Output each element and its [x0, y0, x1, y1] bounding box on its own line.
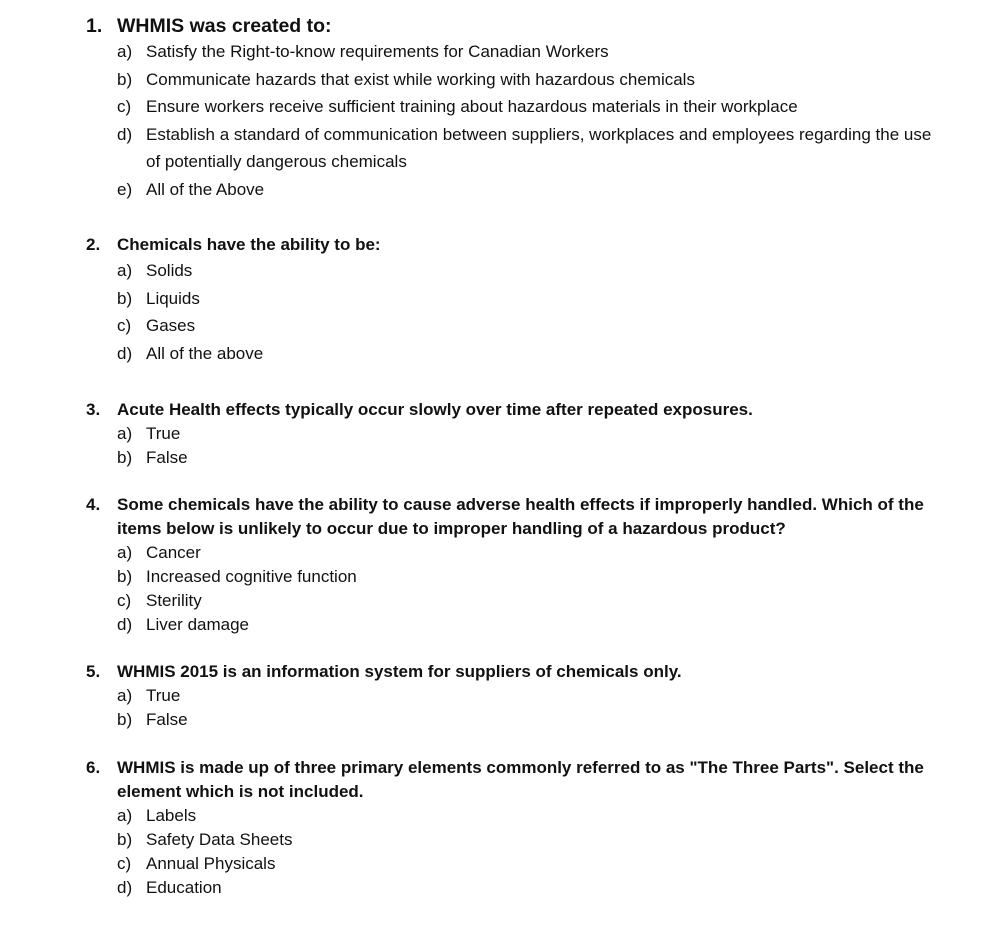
- question-text: WHMIS is made up of three primary elements commonly referred to as "The Three Parts". Select the element which is not included.: [117, 758, 924, 801]
- answer-options: [86, 684, 946, 732]
- answer-option: [86, 708, 946, 732]
- option-letter: b): [117, 448, 133, 467]
- option-letter: d): [117, 615, 133, 634]
- option-text: Communicate hazards that exist while working with hazardous chemicals: [146, 69, 695, 89]
- answer-option: [86, 93, 946, 121]
- option-text: Cancer: [146, 543, 201, 562]
- question-number: 2.: [86, 235, 101, 254]
- option-letter: a): [117, 42, 133, 61]
- option-text: Solids: [146, 261, 193, 280]
- option-letter: d): [117, 343, 133, 363]
- question-5-heading: [86, 660, 946, 684]
- question-6: [86, 756, 946, 900]
- option-letter: b): [117, 288, 133, 308]
- answer-option: [86, 422, 946, 446]
- option-letter: a): [117, 686, 133, 705]
- answer-options: [86, 422, 946, 470]
- answer-option: [86, 66, 946, 94]
- option-letter: a): [117, 806, 133, 825]
- option-letter: c): [117, 97, 132, 116]
- answer-option: [86, 38, 946, 66]
- option-letter: a): [117, 424, 133, 443]
- question-6-heading: [86, 756, 946, 804]
- question-1-heading: [86, 14, 946, 38]
- option-text: False: [146, 448, 188, 467]
- question-number: 4.: [86, 495, 101, 514]
- option-letter: a): [117, 543, 133, 562]
- option-text: Liver damage: [146, 615, 250, 634]
- answer-option: [86, 852, 946, 876]
- question-text: WHMIS 2015 is an information system for suppliers of chemicals only.: [117, 662, 682, 681]
- option-text: Safety Data Sheets: [146, 830, 293, 849]
- option-text: All of the Above: [146, 179, 265, 199]
- option-letter: d): [117, 124, 133, 144]
- question-4: [86, 493, 946, 637]
- option-letter: c): [117, 591, 132, 610]
- answer-option: [86, 312, 946, 340]
- option-letter: c): [117, 316, 132, 335]
- question-text: Acute Health effects typically occur slowly over time after repeated exposures.: [117, 400, 753, 419]
- option-letter: a): [117, 261, 133, 280]
- answer-options: [86, 38, 946, 203]
- option-text: All of the above: [146, 343, 264, 363]
- answer-options: [86, 257, 946, 367]
- option-letter: b): [117, 69, 133, 89]
- option-letter: e): [117, 179, 133, 199]
- option-letter: b): [117, 567, 133, 586]
- option-text: Sterility: [146, 591, 202, 610]
- question-5: [86, 660, 946, 732]
- option-text: Ensure workers receive sufficient training about hazardous materials in their workplace: [146, 97, 798, 116]
- question-number: 1.: [86, 15, 103, 37]
- answer-option: [86, 285, 946, 313]
- option-text: Labels: [146, 806, 197, 825]
- answer-option: [86, 121, 946, 176]
- option-text: Liquids: [146, 288, 200, 308]
- answer-option: [86, 589, 946, 613]
- option-letter: b): [117, 710, 133, 729]
- option-text: Annual Physicals: [146, 854, 276, 873]
- question-3: [86, 398, 946, 470]
- answer-option: [86, 876, 946, 900]
- question-number: 3.: [86, 400, 101, 419]
- answer-option: [86, 804, 946, 828]
- option-text: True: [146, 686, 181, 705]
- answer-option: [86, 565, 946, 589]
- option-text: Education: [146, 878, 222, 897]
- answer-option: [86, 828, 946, 852]
- option-text: Gases: [146, 316, 196, 335]
- answer-option: [86, 446, 946, 470]
- answer-option: [86, 176, 946, 204]
- answer-options: [86, 804, 946, 900]
- answer-option: [86, 684, 946, 708]
- answer-option: [86, 613, 946, 637]
- option-text: False: [146, 710, 188, 729]
- question-text: Chemicals have the ability to be:: [117, 235, 381, 254]
- answer-option: [86, 257, 946, 285]
- question-text: WHMIS was created to:: [117, 15, 332, 37]
- question-number: 6.: [86, 758, 101, 777]
- question-1: [86, 14, 946, 203]
- option-letter: d): [117, 878, 133, 897]
- answer-options: [86, 541, 946, 637]
- option-text: Satisfy the Right-to-know requirements for Canadian Workers: [146, 42, 609, 61]
- question-text: Some chemicals have the ability to cause adverse health effects if improperly handled. Which of the items below is unlikely to occur due to improper handling of a hazardous product?: [117, 495, 924, 538]
- question-4-heading: [86, 493, 946, 541]
- option-letter: b): [117, 830, 133, 849]
- option-letter: c): [117, 854, 132, 873]
- question-2: [86, 233, 946, 367]
- question-number: 5.: [86, 662, 101, 681]
- answer-option: [86, 541, 946, 565]
- option-text: True: [146, 424, 181, 443]
- option-text: Increased cognitive function: [146, 567, 357, 586]
- question-3-heading: [86, 398, 946, 422]
- answer-option: [86, 340, 946, 368]
- question-2-heading: [86, 233, 946, 257]
- option-text: Establish a standard of communication between suppliers, workplaces and employees regarding the use of potentially dangerous chemicals: [146, 124, 932, 171]
